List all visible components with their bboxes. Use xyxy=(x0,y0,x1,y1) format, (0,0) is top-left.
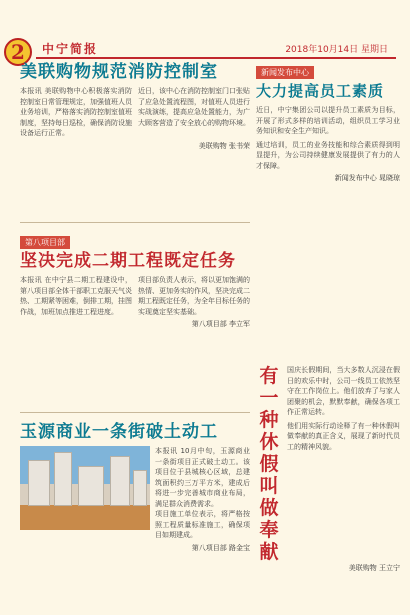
article-byline: 新闻发布中心 晁晓琼 xyxy=(334,174,400,182)
article-body xyxy=(20,86,250,139)
article-title: 坚决完成二期工程既定任务 xyxy=(20,251,236,271)
article-title: 美联购物规范消防控制室 xyxy=(20,62,218,82)
article-byline: 美联购物 王立宁 xyxy=(348,564,400,572)
left-column xyxy=(20,60,250,600)
article-divider xyxy=(20,412,250,413)
article-holiday-dedication xyxy=(256,365,400,600)
article-paragraph: 项目部负责人表示，将以更加饱满的热情、更加务实的作风，坚决完成二期工程既定任务，为全年目标任务的实现奠定坚实基础。 xyxy=(138,276,250,316)
article-title: 大力提高员工素质 xyxy=(256,82,385,100)
article-paragraph: 本报讯 美联购物中心积极落实消防控制室日常管理规定，加强值班人员业务培训，严格落实消防控制室值班制度，坚持每日巡检，确保消防设施设备运行正常。 xyxy=(20,87,132,137)
right-column xyxy=(256,60,400,600)
article-paragraph: 本报讯 在中宁县二期工程建设中，第八项目部全体干部职工克服天气炎热、工期紧等困难，倒排工期，挂图作战，加班加点推进工程进度。 xyxy=(20,276,132,316)
department-tag: 新闻发布中心 xyxy=(256,66,314,79)
article-paragraph: 通过培训，员工的业务技能和综合素质得到明显提升，为公司持续健康发展提供了有力的人才保障。 xyxy=(256,140,400,170)
article-paragraph: 国庆长假期间，当大多数人沉浸在假日的欢乐中时，公司一线员工依然坚守在工作岗位上。他们放弃了与家人团聚的机会，默默奉献，确保各项工作正常运转。 xyxy=(287,366,400,416)
vertical-article-title xyxy=(256,365,282,563)
issue-date: 2018年10月14日 星期日 xyxy=(285,45,388,55)
article-meilian-fire-control xyxy=(20,60,250,210)
construction-site-photo xyxy=(20,446,150,530)
article-byline: 第八项目部 路金宝 xyxy=(191,543,250,552)
article-divider xyxy=(20,222,250,223)
article-paragraph: 他们用实际行动诠释了有一种休假叫做奉献的真正含义，展现了新时代员工的精神风貌。 xyxy=(287,421,400,451)
article-paragraph: 近日，中宁集团公司以提升员工素质为目标，开展了形式多样的培训活动，组织员工学习业务知识和安全生产知识。 xyxy=(256,106,400,135)
page-header xyxy=(0,0,410,64)
department-tag: 第八项目部 xyxy=(20,236,70,249)
article-title: 玉源商业一条街破土动工 xyxy=(20,422,218,442)
article-title: 有一种休假叫做奉献 xyxy=(259,365,279,563)
newsletter-brand: 中宁简报 xyxy=(42,42,99,56)
article-byline: 美联购物 张书荣 xyxy=(198,141,250,150)
article-body xyxy=(20,275,250,317)
article-byline: 第八项目部 李立军 xyxy=(191,320,250,328)
article-paragraph: 近日，该中心在消防控制室门口张贴了应急处置流程图，对值班人员进行实战演练，提高应急处置能力，为广大顾客营造了安全放心的购物环境。 xyxy=(138,87,250,127)
article-phase-two-task xyxy=(20,230,250,400)
article-paragraph: 项目施工单位表示，将严格按照工程质量标准施工，确保项目如期建成。 xyxy=(155,510,250,539)
article-paragraph: 本报讯 10月中旬，玉源商业一条街项目正式破土动工。该项目位于县城核心区域，总建筑面积约三万平方米，建成后将进一步完善城市商业布局，满足群众消费需求。 xyxy=(155,447,250,508)
article-staff-quality xyxy=(256,60,400,360)
page-number-badge: 2 xyxy=(4,38,32,66)
header-divider xyxy=(36,57,396,59)
article-yuyuan-groundbreaking xyxy=(20,420,250,600)
